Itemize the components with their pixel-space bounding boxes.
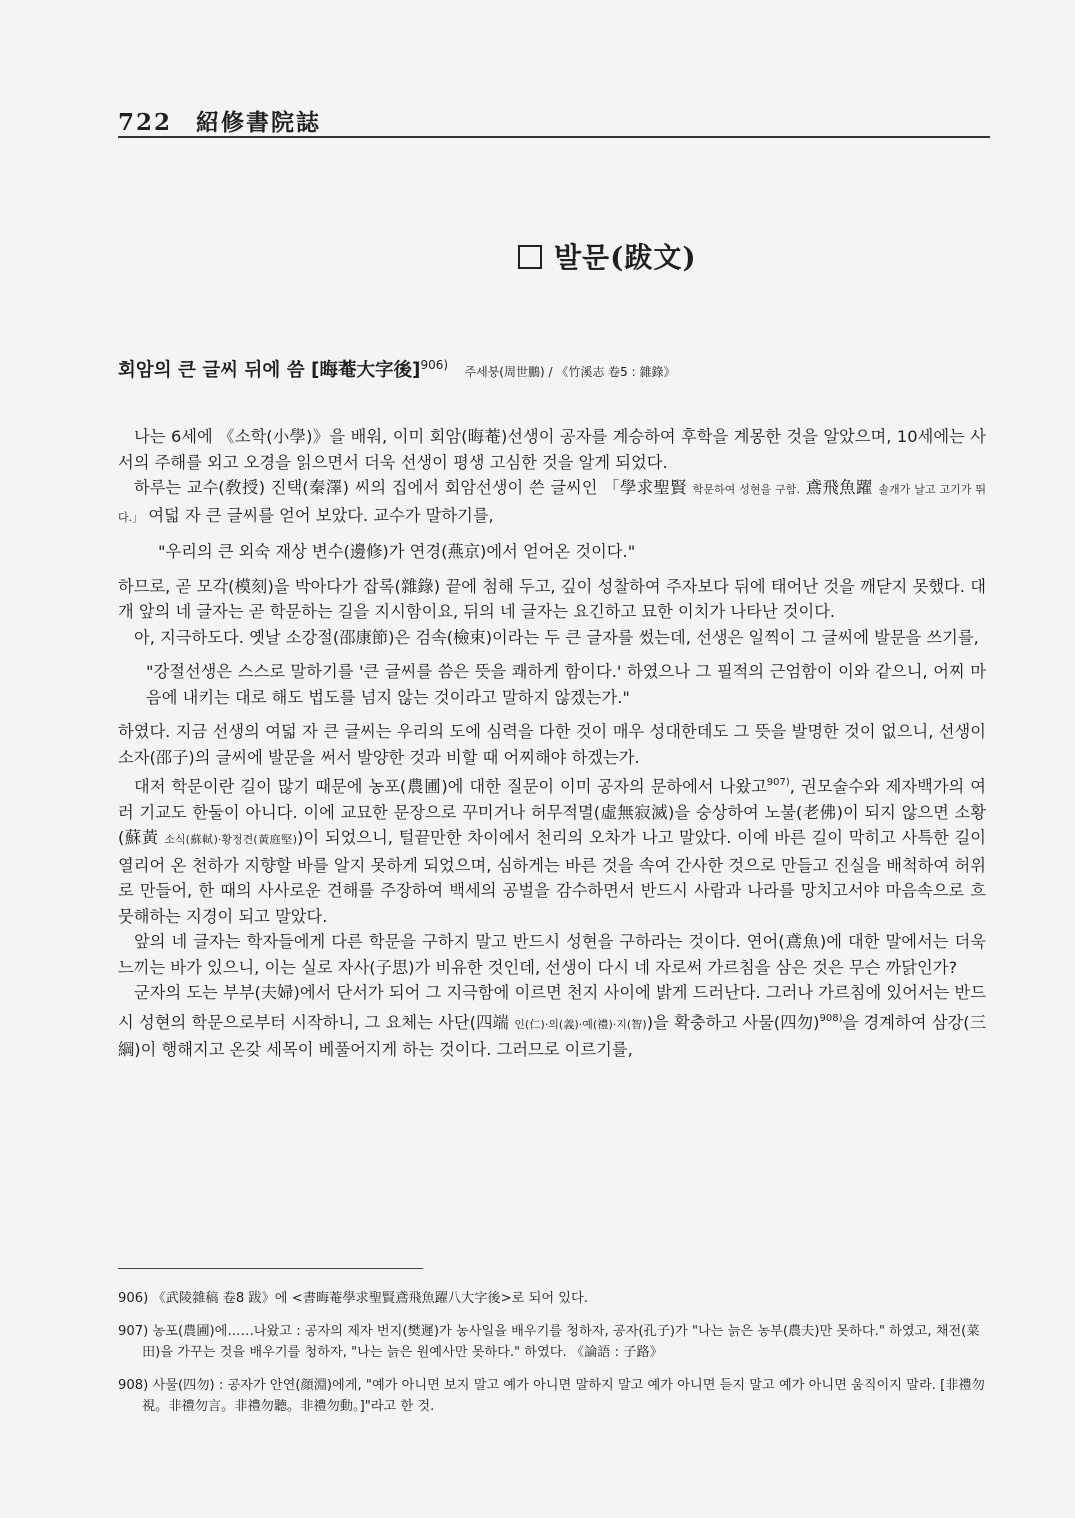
header-rule bbox=[118, 136, 990, 138]
text-run: )을 확충하고 사물(四勿) bbox=[646, 1012, 820, 1032]
block-quote: "강절선생은 스스로 말하기를 '큰 글씨를 씀은 뜻을 쾌하게 함이다.' 하였으나 그 필적의 근엄함이 이와 같으니, 어찌 마음에 내키는 대로 해도 법도를 넘지 않는 것이라고 말하지 않겠는가." bbox=[146, 662, 986, 707]
footnote-text: 사물(四勿) : 공자가 안연(顔淵)에게, "예가 아니면 보지 말고 예가 아니면 말하지 말고 예가 아니면 듣지 말고 예가 아니면 움직이지 말라. [非禮勿視。非禮勿言。非禮勿聽。非禮勿動。]"라고 한 것. bbox=[142, 1378, 985, 1414]
article-title-text: 회암의 큰 글씨 뒤에 씀 [晦菴大字後] bbox=[118, 360, 421, 381]
paragraph bbox=[118, 475, 986, 530]
square-bullet-icon bbox=[518, 245, 542, 269]
paragraph: 앞의 네 글자는 학자들에게 다른 학문을 구하지 말고 반드시 성현을 구하라는 것이다. 연어(鳶魚)에 대한 말에서는 더욱 느끼는 바가 있으니, 이는 실로 자사(子思)가 비유한 것인데, 선생이 다시 네 자로써 가르침을 삼은 것은 무슨 까닭인가? bbox=[118, 932, 986, 977]
footnote-number: 908) bbox=[118, 1378, 149, 1393]
footnote bbox=[118, 1375, 988, 1417]
article-footnote-ref[interactable]: 906) bbox=[420, 357, 449, 372]
section-title-text: 발문(跋文) bbox=[554, 241, 697, 274]
gloss: 솔개가 날고 고기가 뛰다.」 bbox=[118, 483, 987, 524]
page-number: 722 bbox=[118, 109, 173, 136]
gloss: 학문하여 성현을 구함. bbox=[692, 483, 800, 496]
body-text bbox=[118, 424, 986, 1063]
text-run: )이 되었으니, 털끝만한 차이에서 천리의 오차가 나고 말았다. 이에 바른 길이 막히고 사특한 길이 열리어 온 천하가 지향할 바를 알지 못하게 되었으며, 심하게는 바른 것을 속여 간사한 것으로 만들고 진실을 배척하여 허위로 만들어, 한 때의 사사로운 견해를 주장하여 백세의 공벌을 감수하면서 반드시 사람과 나라를 망치고서야 마음속으로 흐뭇해하는 지경이 되고 말았다. bbox=[118, 828, 987, 926]
footnote-number: 907) bbox=[118, 1324, 149, 1339]
footnotes bbox=[118, 1288, 988, 1429]
paragraph: 나는 6세에 《소학(小學)》을 배워, 이미 회암(晦菴)선생이 공자를 계승하여 후학을 계몽한 것을 알았으며, 10세에는 사서의 주해를 외고 오경을 읽으면서 더욱 선생이 평생 고심한 것을 알게 되었다. bbox=[118, 427, 986, 472]
section-title bbox=[518, 236, 697, 276]
footnote-text: 《武陵雜稿 卷8 跋》에 <書晦菴學求聖賢鳶飛魚躍八大字後>로 되어 있다. bbox=[152, 1291, 588, 1306]
footnote-ref[interactable]: 908) bbox=[819, 1012, 843, 1024]
text-run: 鳶飛魚躍 bbox=[805, 478, 873, 497]
footnote-number: 906) bbox=[118, 1291, 149, 1306]
footnote bbox=[118, 1321, 988, 1363]
footnote-text: 농포(農圃)에……나왔고 : 공자의 제자 번지(樊遲)가 농사일을 배우기를 청하자, 공자(孔子)가 "나는 늙은 농부(農夫)만 못하다." 하였고, 채전(菜田)을 가꾸는 것을 배우기를 청하자, "나는 늙은 원예사만 못하다." 하였다. 《論語 : 子路》 bbox=[142, 1324, 980, 1360]
text-run: 군자의 도는 부부(夫婦)에서 단서가 되어 그 지극함에 이르면 천지 사이에 밝게 드러난다. 그러나 가르침에 있어서는 반드시 성현의 학문으로부터 시작하니, 그 요체는 사단(四端 bbox=[118, 983, 986, 1032]
running-header bbox=[118, 104, 988, 137]
text-run: 대저 학문이란 길이 많기 때문에 농포(農圃)에 대한 질문이 이미 공자의 문하에서 나왔고 bbox=[134, 777, 767, 796]
block-quote: "우리의 큰 외숙 재상 변수(邊修)가 연경(燕京)에서 얻어온 것이다." bbox=[158, 542, 636, 561]
paragraph: 하므로, 곧 모각(模刻)을 박아다가 잡록(雜錄) 끝에 첨해 두고, 깊이 성찰하여 주자보다 뒤에 태어난 것을 깨닫지 못했다. 대개 앞의 네 글자는 곧 학문하는 길을 지시함이요, 뒤의 네 글자는 요긴하고 묘한 이치가 나타난 것이다. bbox=[118, 576, 986, 621]
article-meta: 주세붕(周世鵬) / 《竹溪志 卷5 : 雜錄》 bbox=[464, 365, 676, 379]
text-run: , 권모술수와 제자백가의 여러 기교도 한둘이 아니다. 이에 교묘한 문장으로 꾸미거나 허무적멸(虛無寂滅)을 숭상하여 노불(老佛)이 되지 않으면 소황(蘇黃 bbox=[118, 777, 986, 847]
article-title bbox=[118, 356, 675, 382]
gloss: 소식(蘇軾)·황정견(黃庭堅) bbox=[164, 833, 298, 846]
book-title: 紹修書院誌 bbox=[196, 109, 322, 136]
paragraph: 아, 지극하도다. 옛날 소강절(邵康節)은 검속(檢束)이라는 두 큰 글자를 썼는데, 선생은 일찍이 그 글씨에 발문을 쓰기를, bbox=[134, 627, 979, 647]
footnote-ref[interactable]: 907) bbox=[766, 777, 790, 788]
footnote bbox=[118, 1288, 988, 1309]
paragraph: 하였다. 지금 선생의 여덟 자 큰 글씨는 우리의 도에 심력을 다한 것이 매우 성대한데도 그 뜻을 발명한 것이 없으니, 선생이 소자(邵子)의 글씨에 발문을 써서 발양한 것과 비할 때 어찌해야 하겠는가. bbox=[118, 722, 986, 767]
text-run: 여덟 자 큰 글씨를 얻어 보았다. 교수가 말하기를, bbox=[148, 505, 494, 525]
gloss: 인(仁)·의(義)·예(禮)·지(智) bbox=[514, 1017, 647, 1031]
text-run: 하루는 교수(敎授) 진택(秦澤) 씨의 집에서 회암선생이 쓴 글씨인 「學求聖賢 bbox=[134, 478, 688, 497]
paragraph bbox=[118, 770, 986, 929]
text-run: 을 경계하여 삼강(三綱)이 행해지고 온갖 세목이 베풀어지게 하는 것이다. 그러므로 이르기를, bbox=[118, 1012, 986, 1059]
paragraph bbox=[118, 980, 986, 1063]
footnote-rule bbox=[118, 1268, 423, 1269]
